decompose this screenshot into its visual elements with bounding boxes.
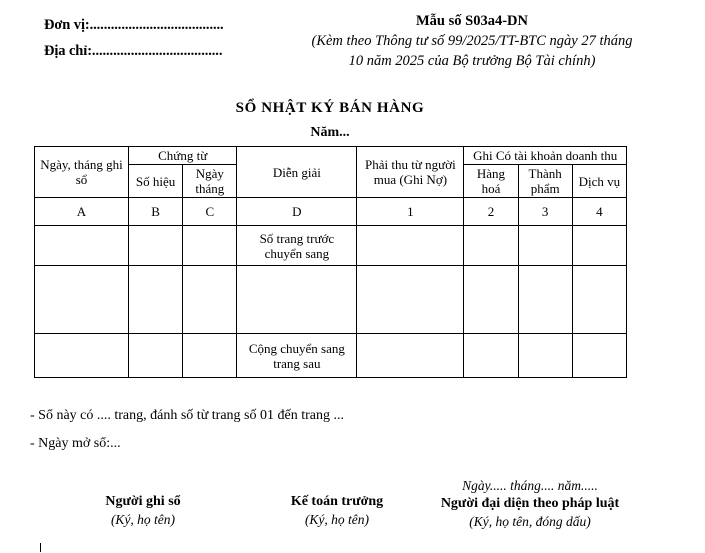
header-date-recorded: Ngày, tháng ghi sổ [35,147,129,198]
text-caret [40,543,41,552]
signature-recorder [63,493,223,529]
cell-goods[interactable] [464,334,518,378]
cell-description[interactable]: Cộng chuyển sang trang sau [237,334,357,378]
unit-info-block [44,12,294,64]
table-header-row-group [35,147,627,165]
header-voucher-group: Chứng từ [129,147,237,165]
column-letter-d: D [237,198,357,226]
unit-address-label: Địa chỉ:..................................... [44,43,223,59]
page-title: SỔ NHẬT KÝ BÁN HÀNG [235,100,425,116]
document-header [0,0,705,95]
column-letter-b: B [129,198,183,226]
header-finished-products: Thành phẩm [518,165,572,198]
cell-date-recorded[interactable] [35,226,129,266]
circular-reference-line-2: 10 năm 2025 của Bộ trưởng Bộ Tài chính) [348,53,596,69]
cell-goods[interactable] [464,226,518,266]
cell-goods[interactable] [464,266,518,334]
column-letter-row [35,198,627,226]
cell-voucher-number[interactable] [129,266,183,334]
signature-chief-accountant [257,493,417,529]
cell-receivable[interactable] [357,226,464,266]
cell-services[interactable] [572,334,626,378]
cell-date-recorded[interactable] [35,334,129,378]
cell-voucher-date[interactable] [183,334,237,378]
table-row[interactable] [35,266,627,334]
signature-legal-representative-note: (Ký, họ tên, đóng dấu) [469,514,591,529]
cell-voucher-date[interactable] [183,226,237,266]
signature-recorder-role: Người ghi sổ [105,494,181,509]
table-row[interactable] [35,226,627,266]
header-goods: Hàng hoá [464,165,518,198]
year-field-label: Năm... [310,125,350,140]
cell-finished-products[interactable] [518,226,572,266]
sales-journal-table [34,146,627,378]
cell-services[interactable] [572,226,626,266]
cell-voucher-number[interactable] [129,226,183,266]
cell-description[interactable] [237,266,357,334]
cell-receivable[interactable] [357,266,464,334]
column-number-2: 2 [464,198,518,226]
column-number-3: 3 [518,198,572,226]
cell-receivable[interactable] [357,334,464,378]
form-reference-block [272,11,672,71]
signature-legal-representative [440,477,620,531]
header-receivable-from-buyer: Phải thu từ người mua (Ghi Nợ) [357,147,464,198]
unit-name-label: Đơn vị:...................................... [44,17,224,33]
form-number: Mẫu số S03a4-DN [416,13,528,29]
header-revenue-credit-group: Ghi Có tài khoản doanh thu [464,147,627,165]
column-number-1: 1 [357,198,464,226]
circular-reference-line-1: (Kèm theo Thông tư số 99/2025/TT-BTC ngày 27 tháng [311,33,633,49]
cell-finished-products[interactable] [518,334,572,378]
header-voucher-date: Ngày tháng [183,165,237,198]
signature-chief-accountant-role: Kế toán trưởng [290,494,384,509]
note-opening-date: - Ngày mở sổ:... [30,436,121,451]
cell-services[interactable] [572,266,626,334]
signature-block [0,475,705,553]
signature-legal-representative-role: Người đại diện theo pháp luật [440,496,620,511]
cell-date-recorded[interactable] [35,266,129,334]
title-block [0,98,660,143]
header-services: Dịch vụ [572,165,626,198]
cell-finished-products[interactable] [518,266,572,334]
header-voucher-number: Số hiệu [129,165,183,198]
footer-notes [30,402,630,458]
note-page-count: - Sổ này có .... trang, đánh số từ trang số 01 đến trang ... [30,408,344,423]
table-row[interactable] [35,334,627,378]
cell-description[interactable]: Số trang trước chuyển sang [237,226,357,266]
column-letter-a: A [35,198,129,226]
signature-date-line: Ngày..... tháng.... năm..... [462,478,598,493]
signature-chief-accountant-note: (Ký, họ tên) [304,512,370,527]
header-description: Diễn giải [237,147,357,198]
signature-recorder-note: (Ký, họ tên) [110,512,176,527]
column-number-4: 4 [572,198,626,226]
column-letter-c: C [183,198,237,226]
cell-voucher-date[interactable] [183,266,237,334]
cell-voucher-number[interactable] [129,334,183,378]
